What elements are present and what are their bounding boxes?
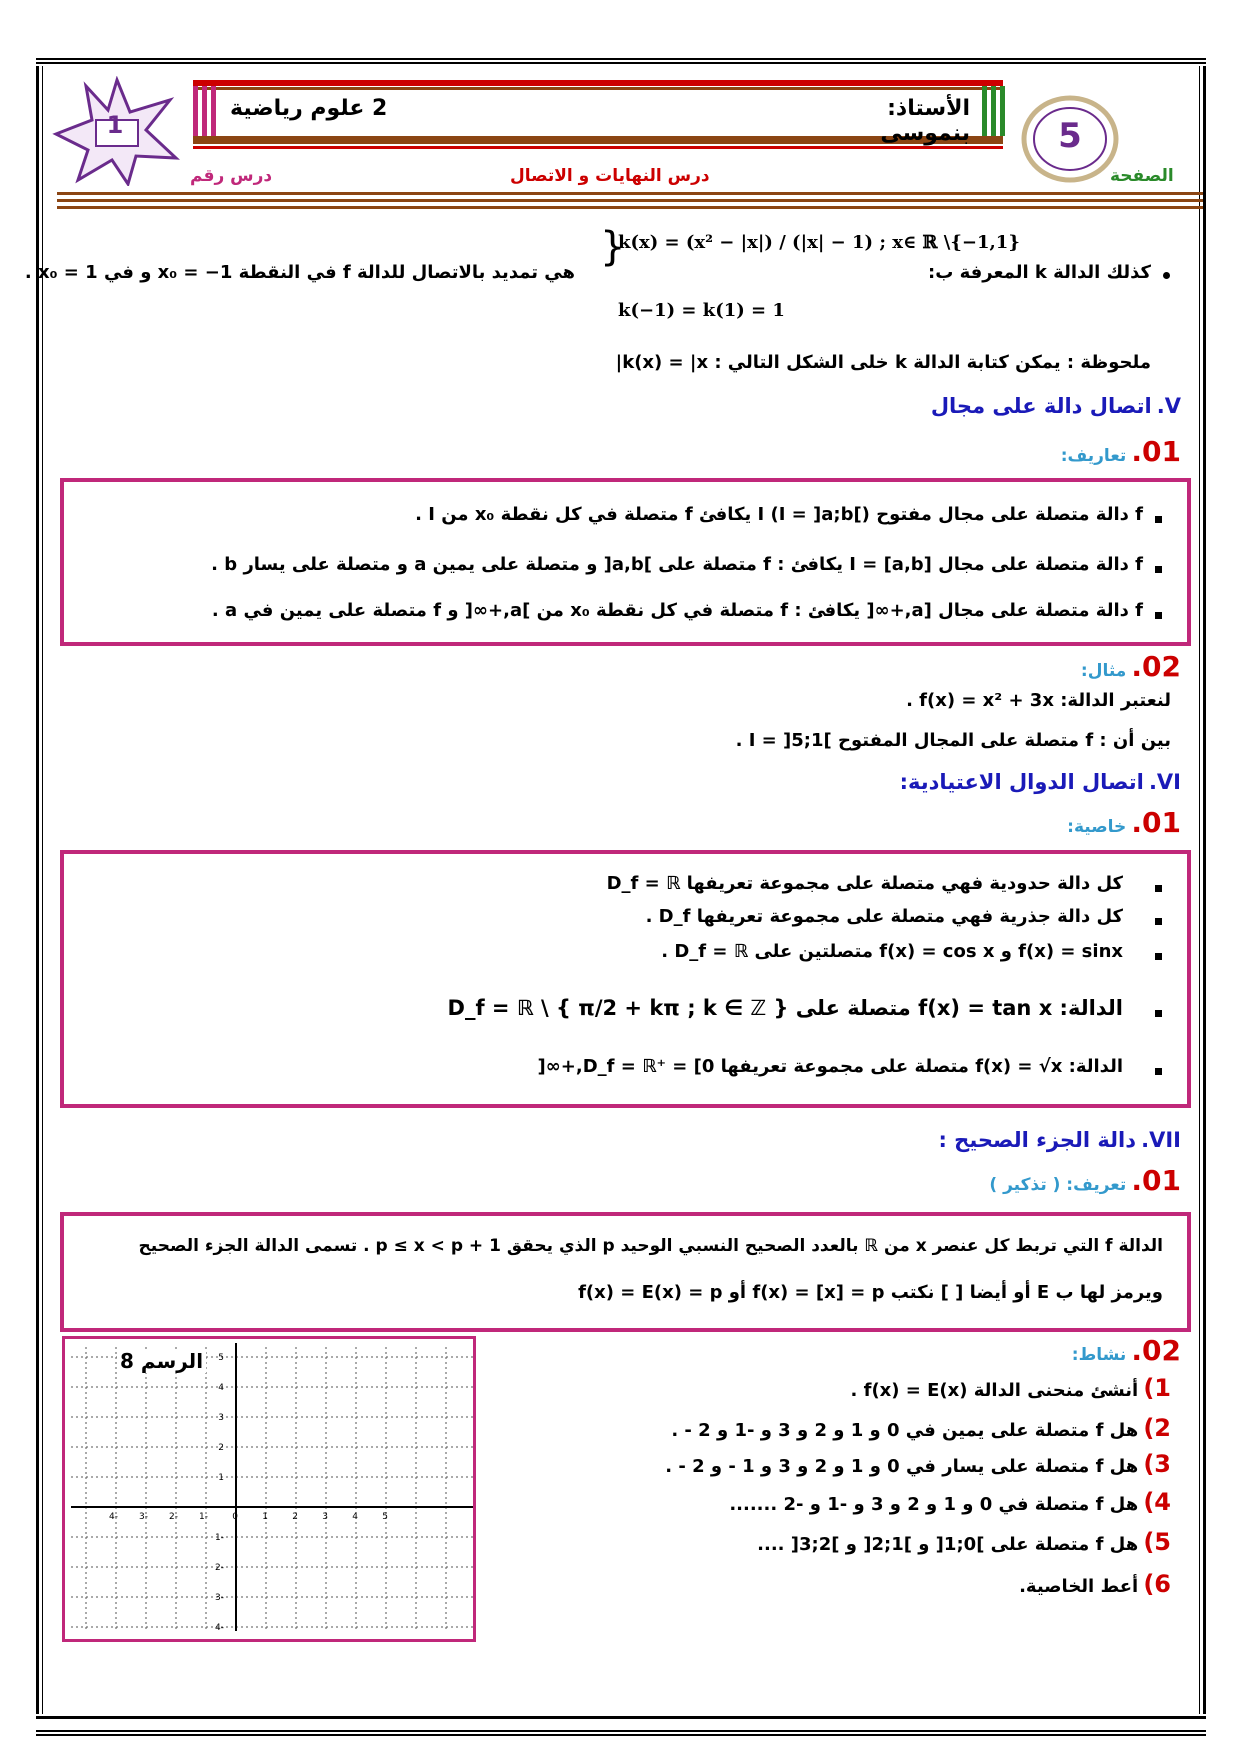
bullet xyxy=(1155,918,1162,925)
bullet xyxy=(1155,953,1162,960)
activity-title: نشاط: xyxy=(1071,1345,1127,1365)
y-tick-label: 1 xyxy=(218,1473,224,1483)
question-4 xyxy=(729,1488,1171,1516)
property-2: كل دالة جذرية فهي متصلة على مجموعة تعريفها D_f . xyxy=(645,906,1123,927)
floor-definition-box xyxy=(60,1212,1191,1332)
y-tick-label: -2 xyxy=(215,1563,224,1573)
y-tick-label: 3 xyxy=(218,1413,224,1423)
property-3: f(x) = sinx و f(x) = cos x متصلتين على D_f = ℝ . xyxy=(661,941,1123,962)
brace: { xyxy=(600,224,626,270)
property-4: الدالة: f(x) = tan x متصلة على D_f = ℝ \ { π/2 + kπ ; k ∈ ℤ } xyxy=(447,996,1123,1020)
section-vii-title: دالة الجزء الصحيح : xyxy=(938,1128,1137,1152)
activity-number: 02. xyxy=(1131,1334,1181,1367)
question-text: هل f متصلة على ]0;1[ و ]1;2[ و ]2;3[ .... xyxy=(757,1534,1139,1555)
stripe-right-1 xyxy=(982,86,987,136)
recall-number: 01. xyxy=(1131,1164,1181,1197)
question-text: هل f متصلة في 0 و 1 و 2 و 3 و -1 و -2 ....... xyxy=(729,1494,1139,1515)
section-vii-heading xyxy=(938,1128,1181,1152)
x-tick-label: -3 xyxy=(139,1512,148,1522)
stripe-left-3 xyxy=(211,86,216,136)
x-tick-label: 2 xyxy=(292,1512,298,1522)
header-bottom-bar-2 xyxy=(57,199,1203,202)
x-tick-label: 1 xyxy=(262,1512,268,1522)
y-tick-label: 5 xyxy=(218,1353,224,1363)
lesson-title: درس النهايات و الاتصال xyxy=(510,166,710,186)
question-3 xyxy=(665,1450,1171,1478)
frame-left xyxy=(36,66,39,1714)
example-line-2: بين أن : f متصلة على المجال المفتوح ]1;5[ = I . xyxy=(735,730,1171,751)
graph-box xyxy=(62,1336,476,1642)
definition-3: f دالة متصلة على مجال [a,+∞[ يكافئ : f متصلة في كل نقطة x₀ من ]a,+∞[ و f متصلة على يمين في a . xyxy=(211,600,1143,621)
y-tick-label: 4 xyxy=(218,1383,224,1393)
section-vi-heading xyxy=(900,770,1181,794)
question-number: 5) xyxy=(1143,1528,1171,1556)
bullet xyxy=(1155,612,1162,619)
example-line-1: لنعتبر الدالة: f(x) = x² + 3x . xyxy=(906,690,1171,711)
definition-2: f دالة متصلة على مجال [a,b] = I يكافئ : f متصلة على ]a,b[ و متصلة على يمين a و متصلة على يسار b . xyxy=(211,554,1143,575)
intro-system-line-2: k(−1) = k(1) = 1 xyxy=(618,300,785,321)
section-v-title: اتصال دالة على مجال xyxy=(930,394,1152,418)
activity-heading xyxy=(1072,1334,1181,1367)
page-label: الصفحة xyxy=(1110,166,1174,186)
class-label: 2 علوم رياضية xyxy=(230,96,388,121)
question-number: 3) xyxy=(1143,1450,1171,1478)
floor-definition-line-1: الدالة f التي تربط كل عنصر x من ℝ بالعدد الصحيح النسبي الوحيد p الذي يحقق p ≤ x < p + 1 . تسمى الدالة الجزء الصحيح xyxy=(138,1236,1163,1256)
section-v-heading xyxy=(931,394,1181,418)
stripe-right-2 xyxy=(991,86,996,136)
question-number: 1) xyxy=(1143,1374,1171,1402)
bullet xyxy=(1155,566,1162,573)
recall-heading xyxy=(989,1164,1181,1197)
stripe-right-3 xyxy=(1000,86,1005,136)
frame-right xyxy=(1203,66,1206,1714)
question-2 xyxy=(671,1414,1171,1442)
x-tick-label: 0 xyxy=(232,1512,238,1522)
question-number: 6) xyxy=(1143,1570,1171,1598)
definitions-heading xyxy=(1061,435,1181,468)
bullet xyxy=(1155,516,1162,523)
frame-left-inner xyxy=(42,66,43,1714)
x-tick-label: 5 xyxy=(382,1512,388,1522)
footer-line xyxy=(36,1716,1206,1719)
property-title: خاصية: xyxy=(1067,817,1127,837)
stripe-left-1 xyxy=(193,86,198,136)
question-number: 4) xyxy=(1143,1488,1171,1516)
example-number: 02. xyxy=(1131,650,1181,683)
bullet xyxy=(1155,885,1162,892)
property-heading xyxy=(1067,806,1181,839)
section-vi-title: اتصال الدوال الاعتيادية: xyxy=(899,770,1144,794)
x-tick-label: -2 xyxy=(169,1512,178,1522)
section-vii-number: VII. xyxy=(1141,1128,1181,1152)
x-tick-label: -4 xyxy=(109,1512,118,1522)
example-title: مثال: xyxy=(1080,661,1127,681)
question-text: أنشئ منحنى الدالة f(x) = E(x) . xyxy=(850,1380,1139,1401)
header-mid-red-bar xyxy=(193,146,1003,149)
header-bottom-bar-3 xyxy=(57,206,1203,209)
y-tick-label: -4 xyxy=(215,1623,224,1633)
coordinate-grid xyxy=(71,1339,473,1633)
bullet xyxy=(1163,272,1170,279)
property-number: 01. xyxy=(1131,806,1181,839)
x-tick-label: 3 xyxy=(322,1512,328,1522)
header-top-brown-bar xyxy=(193,87,1003,90)
question-text: أعط الخاصية. xyxy=(1019,1576,1139,1597)
header-top-red-bar xyxy=(193,80,1003,86)
stripe-left-2 xyxy=(202,86,207,136)
lesson-number: 1 xyxy=(106,111,124,139)
property-5: الدالة: f(x) = √x متصلة على مجموعة تعريفها D_f = ℝ⁺ = [0,+∞[ xyxy=(537,1056,1123,1077)
x-tick-label: -1 xyxy=(199,1512,208,1522)
question-6 xyxy=(1019,1570,1171,1598)
definition-1: f دالة متصلة على مجال مفتوح I (I = ]a;b[) يكافئ f متصلة في كل نقطة x₀ من I . xyxy=(415,504,1143,525)
y-tick-label: 2 xyxy=(218,1443,224,1453)
graph-label: الرسم 8 xyxy=(117,1349,206,1373)
lesson-number-label: درس رقم xyxy=(190,166,273,186)
bullet xyxy=(1155,1068,1162,1075)
question-1 xyxy=(851,1374,1172,1402)
bullet xyxy=(1155,1010,1162,1017)
intro-text-1: كذلك الدالة k المعرفة ب: xyxy=(928,262,1151,283)
y-tick-label: -3 xyxy=(215,1593,224,1603)
section-vi-number: VI. xyxy=(1148,770,1181,794)
teacher-name: الأستاذ: بنموسى xyxy=(880,96,970,146)
definitions-title: تعاريف: xyxy=(1060,446,1127,466)
section-v-number: V. xyxy=(1156,394,1181,418)
floor-definition-line-2: ويرمز لها ب E أو أيضا [ ] نكتب f(x) = [x] = p أو f(x) = E(x) = p xyxy=(578,1282,1163,1303)
header-bottom-bar-1 xyxy=(57,192,1203,195)
intro-note: ملحوظة : يمكن كتابة الدالة k خلى الشكل التالي : k(x) = |x| xyxy=(615,352,1151,373)
y-tick-label: -1 xyxy=(215,1533,224,1543)
question-text: هل f متصلة على يمين في 0 و 1 و 2 و 3 و -1 و 2 - . xyxy=(671,1420,1139,1441)
x-tick-label: 4 xyxy=(352,1512,358,1522)
definitions-number: 01. xyxy=(1131,435,1181,468)
intro-text-2: هي تمديد بالاتصال للدالة f في النقطة x₀ = −1 و في x₀ = 1 . xyxy=(24,262,575,283)
recall-title: تعريف: ( تذكير ) xyxy=(989,1175,1127,1195)
property-1: كل دالة حدودية فهي متصلة على مجموعة تعريفها D_f = ℝ xyxy=(606,873,1123,894)
page-number: 5 xyxy=(1058,116,1082,156)
question-text: هل f متصلة على يسار في 0 و 1 و 2 و 3 و 1 - و 2 - . xyxy=(665,1456,1139,1477)
example-heading xyxy=(1081,650,1181,683)
frame-right-inner xyxy=(1199,66,1200,1714)
intro-system-line-1: k(x) = (x² − |x|) / (|x| − 1) ; x∈ ℝ \{−1,1} xyxy=(618,232,1020,253)
question-number: 2) xyxy=(1143,1414,1171,1442)
question-5 xyxy=(757,1528,1171,1556)
